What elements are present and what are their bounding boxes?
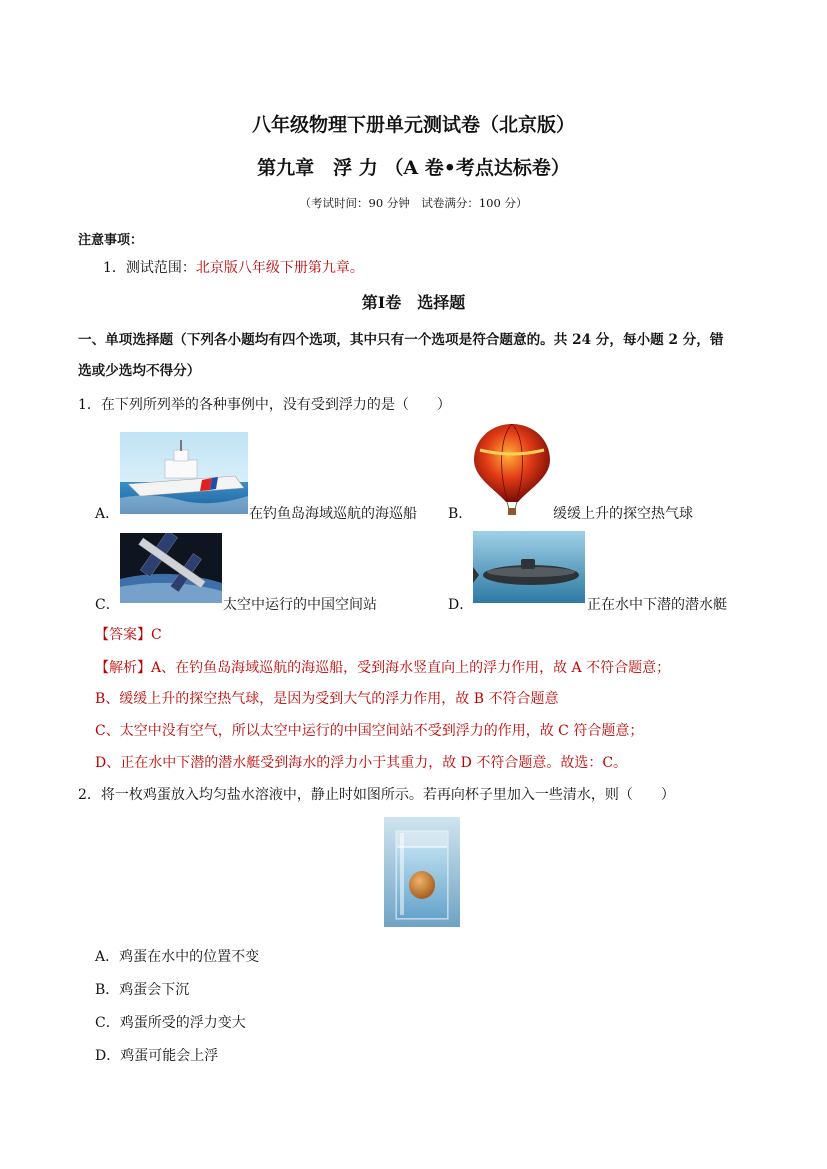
- q1-analysis-line2: B、缓缓上升的探空热气球，是因为受到大气的浮力作用，故 B 不符合题意: [95, 691, 559, 707]
- part-heading-line2: 选或少选均不得分）: [78, 363, 201, 379]
- submarine-image: [473, 531, 585, 603]
- q1-option-a-letter: A．: [95, 506, 120, 522]
- q1-option-a-text: 在钓鱼岛海域巡航的海巡船: [249, 506, 417, 522]
- notes-heading: 注意事项：: [78, 233, 144, 248]
- q2-option-a-letter: A．: [95, 949, 120, 965]
- q2-option-a: [95, 946, 259, 966]
- q1-stem: 1．在下列所列举的各种事例中，没有受到浮力的是（ ）: [78, 397, 451, 413]
- q2-option-c-text: 鸡蛋所受的浮力变大: [119, 1015, 246, 1031]
- q1-analysis-line3: C、太空中没有空气，所以太空中运行的中国空间站不受到浮力的作用，故 C 符合题意；: [95, 723, 644, 739]
- answer-label: 【答案】: [95, 627, 151, 643]
- q1-option-b-letter: B．: [448, 506, 473, 522]
- q1-option-d-text: 正在水中下潜的潜水艇: [587, 597, 727, 613]
- part-heading-line1: 一、单项选择题（下列各小题均有四个选项，其中只有一个选项是符合题意的。共 24 分，每小题 2 分，错: [78, 332, 724, 348]
- q2-option-d: [95, 1045, 218, 1065]
- q2-option-d-text: 鸡蛋可能会上浮: [120, 1048, 219, 1064]
- hot-air-balloon-image: [472, 422, 552, 516]
- q2-option-b: [95, 979, 189, 999]
- analysis-text-1: A、在钓鱼岛海域巡航的海巡船，受到海水竖直向上的浮力作用，故 A 不符合题意；: [151, 660, 671, 676]
- notes-item-number: 1．测试范围：: [103, 260, 196, 276]
- egg-in-beaker-image: [384, 817, 460, 927]
- page-title: 八年级物理下册单元测试卷（北京版）: [251, 114, 575, 136]
- answer-value: C: [151, 627, 162, 643]
- q2-option-a-text: 鸡蛋在水中的位置不变: [119, 949, 260, 965]
- q2-option-c-letter: C．: [95, 1015, 120, 1031]
- q1-option-b-text: 缓缓上升的探空热气球: [553, 506, 693, 522]
- notes-item-scope: 北京版八年级下册第九章。: [195, 260, 364, 276]
- analysis-label: 【解析】: [95, 660, 151, 676]
- q2-option-c: [95, 1012, 246, 1032]
- q1-analysis-line1: [95, 657, 670, 677]
- q2-option-b-letter: B．: [95, 982, 120, 998]
- space-station-image: [120, 533, 222, 603]
- q2-stem: 2．将一枚鸡蛋放入均匀盐水溶液中，静止时如图所示。若再向杯子里加入一些清水，则（ ）: [78, 787, 675, 803]
- notes-item: [103, 257, 364, 277]
- q1-option-c-text: 太空中运行的中国空间站: [223, 597, 377, 613]
- q1-answer: [95, 624, 162, 644]
- patrol-ship-image: [120, 432, 248, 514]
- q1-analysis-line4: D、正在水中下潜的潜水艇受到海水的浮力小于其重力，故 D 不符合题意。故选：C。: [95, 755, 628, 771]
- q1-option-d-letter: D．: [448, 597, 474, 613]
- chapter-subtitle: 第九章 浮 力 （A 卷•考点达标卷）: [257, 157, 570, 179]
- exam-info: （考试时间：90 分钟 试卷满分：100 分）: [299, 196, 528, 210]
- q1-option-c-letter: C．: [95, 597, 120, 613]
- section-title: 第Ⅰ卷 选择题: [361, 293, 466, 312]
- q2-option-d-letter: D．: [95, 1048, 121, 1064]
- q2-option-b-text: 鸡蛋会下沉: [119, 982, 190, 998]
